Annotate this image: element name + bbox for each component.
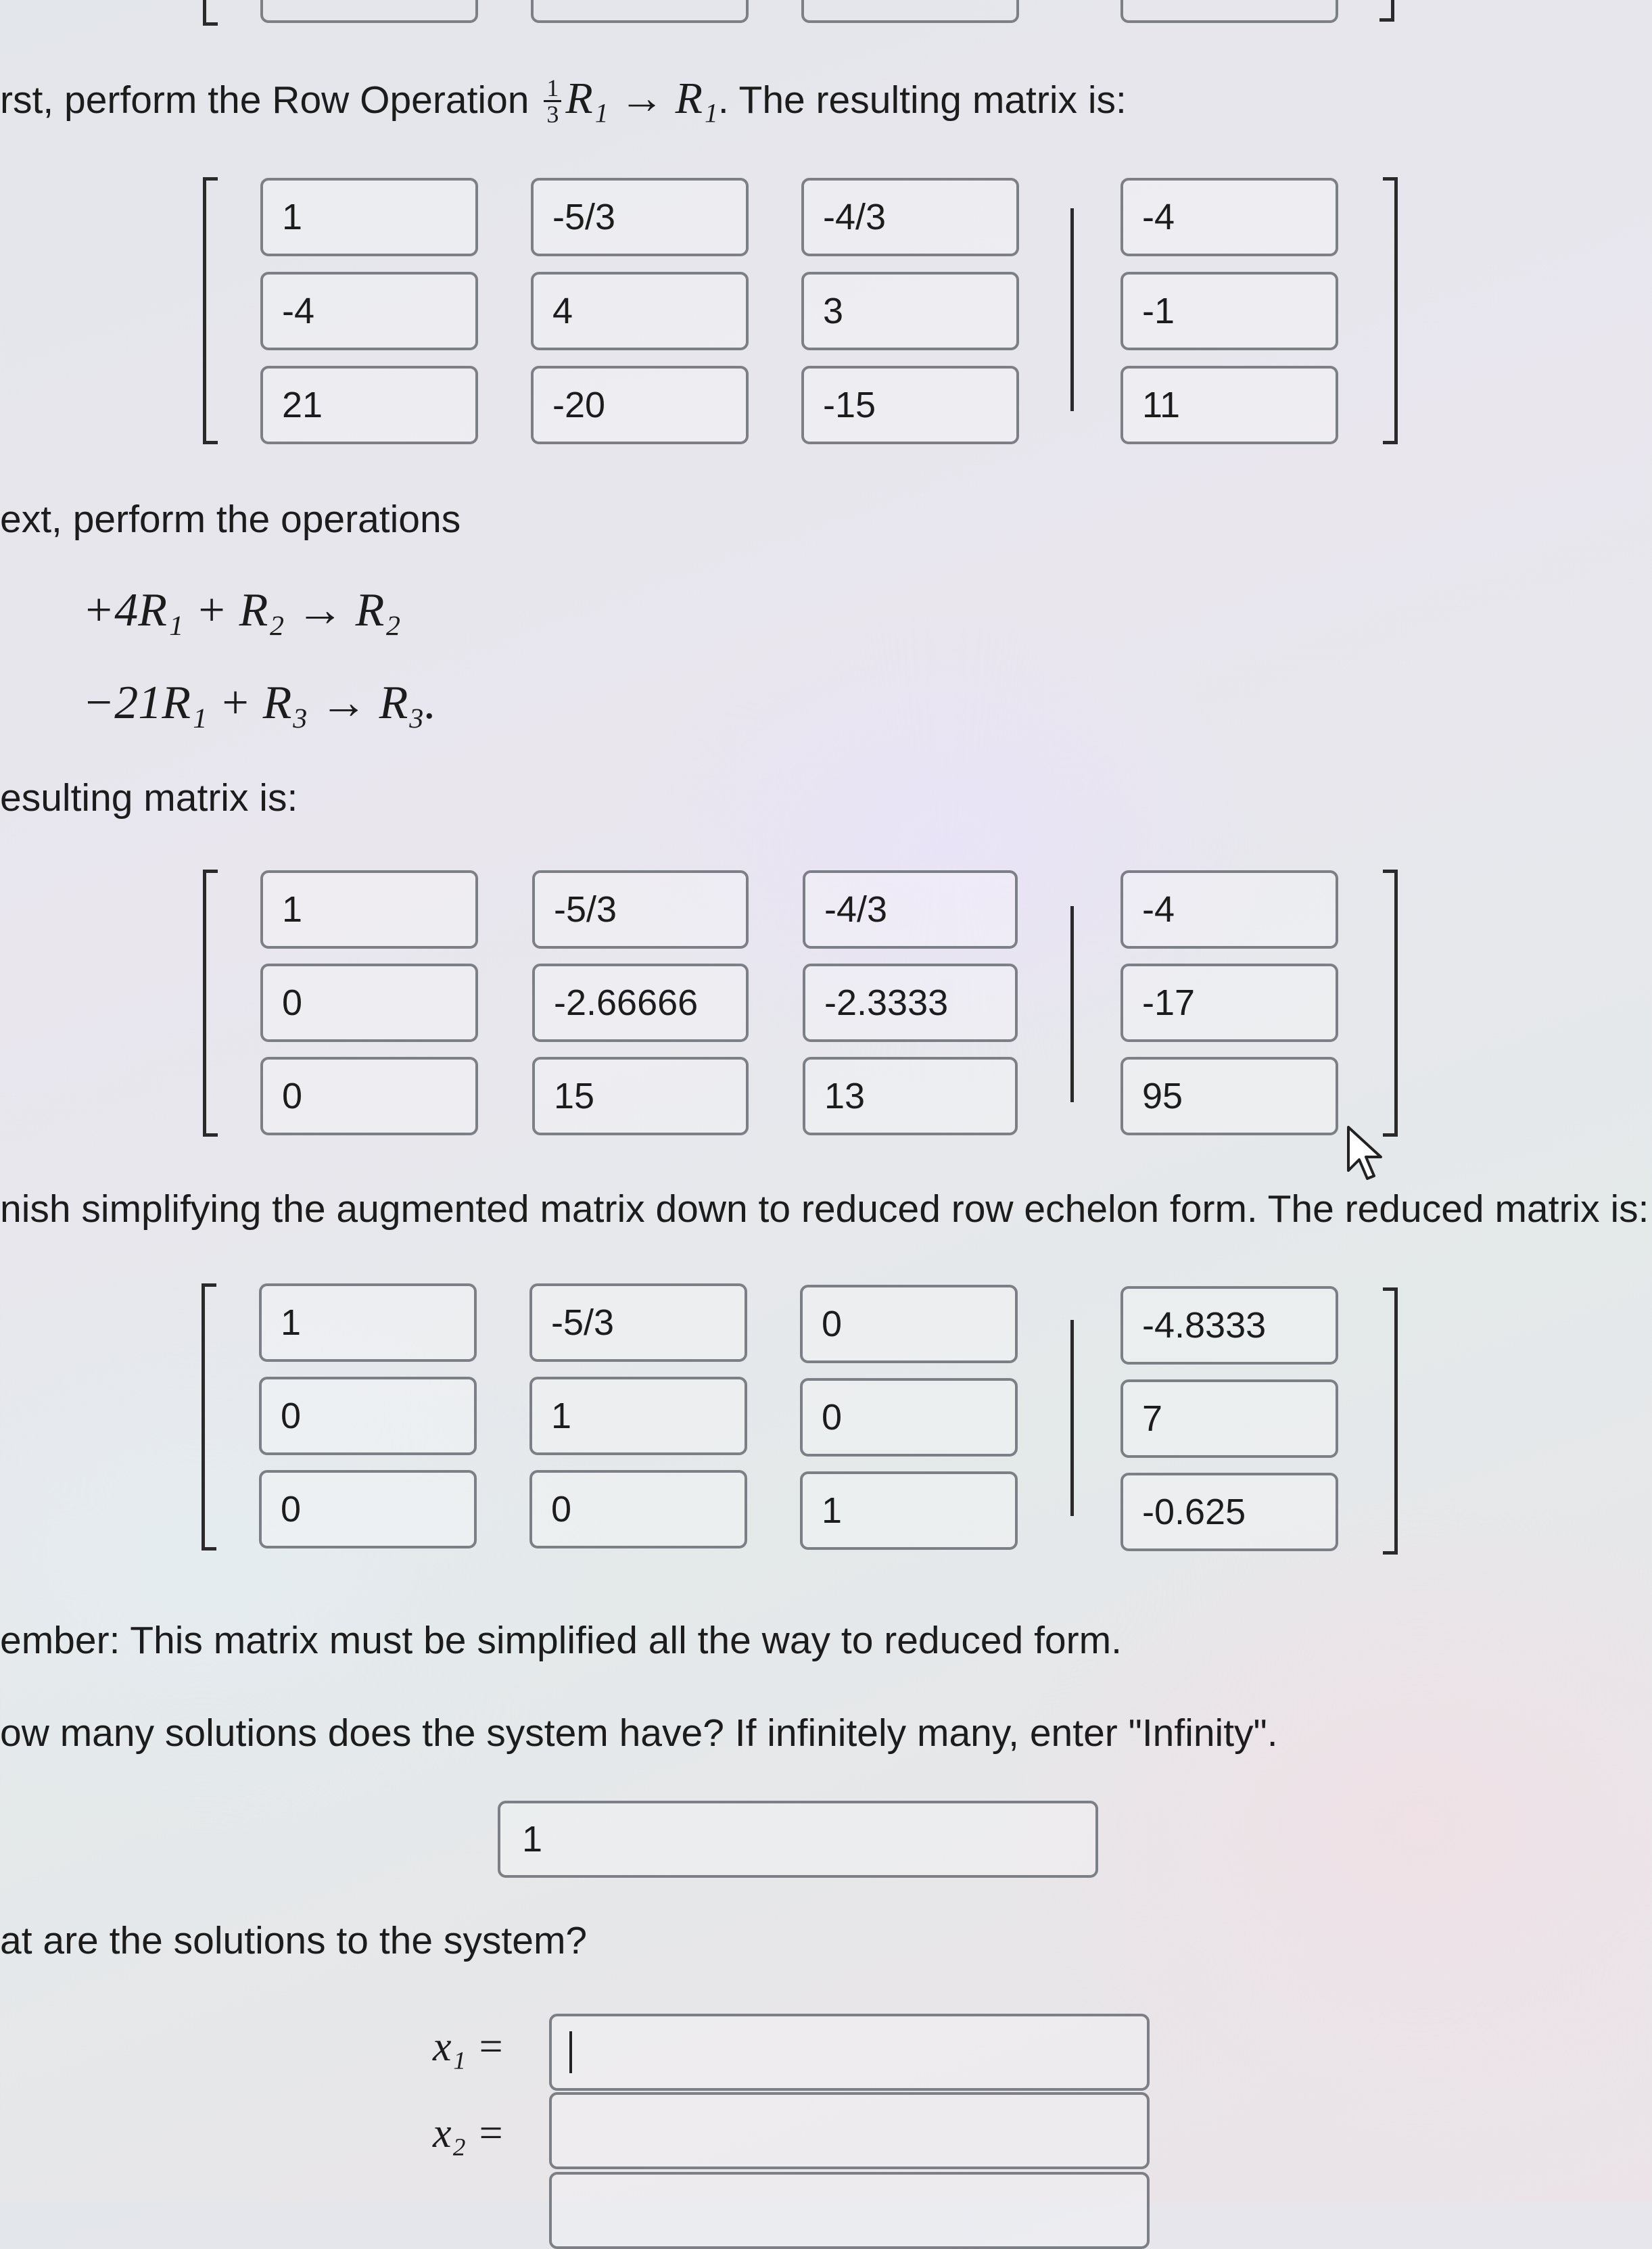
- remember-note: ember: This matrix must be simplified all the way to reduced form.: [0, 1619, 1122, 1662]
- matrix-2-cell-r1c1[interactable]: 1: [260, 870, 478, 949]
- matrix-2-cell-r3c3[interactable]: 13: [803, 1057, 1018, 1135]
- row-operation-2: −21R₁ + R₃ → R₃.: [82, 677, 437, 729]
- matrix-2-augment-divider: [1070, 906, 1074, 1102]
- matrix-3-cell-r1c4[interactable]: -4.8333: [1120, 1286, 1338, 1365]
- matrix-1-bracket-right: [1383, 177, 1398, 444]
- matrix-2-cell-r2c1[interactable]: 0: [260, 964, 478, 1042]
- partial-top-cell[interactable]: [531, 0, 749, 23]
- matrix-2-cell-r3c1[interactable]: 0: [260, 1057, 478, 1135]
- matrix-1-cell-r3c1[interactable]: 21: [260, 366, 478, 444]
- x1-input[interactable]: [549, 2014, 1150, 2091]
- matrix-2-cell-r2c3[interactable]: -2.3333: [803, 964, 1018, 1042]
- matrix-3-cell-r2c3[interactable]: 0: [800, 1378, 1018, 1457]
- matrix-1-cell-r2c1[interactable]: -4: [260, 272, 478, 350]
- solution-count-input[interactable]: [498, 1801, 1098, 1878]
- matrix-2-cell-r1c2[interactable]: -5/3: [532, 870, 749, 949]
- matrix-3-bracket-left: [202, 1283, 216, 1550]
- matrix-1-cell-r1c4[interactable]: -4: [1120, 178, 1338, 256]
- x2-input[interactable]: [549, 2092, 1150, 2169]
- step1-instruction: [0, 76, 1127, 126]
- matrix-2-bracket-right: [1383, 870, 1398, 1137]
- matrix-1-augment-divider: [1070, 208, 1074, 411]
- text-cursor: [569, 2031, 572, 2073]
- matrix-3-cell-r1c2[interactable]: -5/3: [529, 1283, 747, 1362]
- x1-label: x₁ =: [433, 2024, 505, 2070]
- matrix-2-cell-r3c4[interactable]: 95: [1120, 1057, 1338, 1135]
- matrix-3-cell-r2c1[interactable]: 0: [259, 1377, 477, 1455]
- solutions-question: at are the solutions to the system?: [0, 1919, 588, 1962]
- matrix-3-cell-r3c3[interactable]: 1: [800, 1471, 1018, 1550]
- matrix-1-cell-r2c4[interactable]: -1: [1120, 272, 1338, 350]
- row-operation-1: +4R₁ + R₂ → R₂: [82, 584, 401, 636]
- matrix-1-cell-r1c3[interactable]: -4/3: [801, 178, 1019, 256]
- matrix-1-cell-r1c2[interactable]: -5/3: [531, 178, 749, 256]
- matrix-1-cell-r1c1[interactable]: 1: [260, 178, 478, 256]
- step1-text-prefix: rst, perform the Row Operation: [0, 78, 529, 122]
- step2-result-text: esulting matrix is:: [0, 776, 298, 820]
- x2-label: x₂ =: [433, 2110, 505, 2156]
- partial-top-cell[interactable]: [801, 0, 1019, 23]
- partial-top-bracket-right: [1379, 0, 1394, 22]
- matrix-3-cell-r3c4[interactable]: -0.625: [1120, 1473, 1338, 1551]
- matrix-2-cell-r1c3[interactable]: -4/3: [803, 870, 1018, 949]
- step2-instruction: ext, perform the operations: [0, 498, 461, 541]
- mouse-pointer-icon: [1346, 1124, 1389, 1184]
- matrix-3-cell-r1c1[interactable]: 1: [259, 1283, 477, 1362]
- step3-instruction: nish simplifying the augmented matrix down to reduced row echelon form. The reduced matrix is:: [0, 1187, 1649, 1231]
- matrix-1-cell-r2c3[interactable]: 3: [801, 272, 1019, 350]
- matrix-2-cell-r3c2[interactable]: 15: [532, 1057, 749, 1135]
- matrix-3-bracket-right: [1383, 1287, 1398, 1555]
- solution-count-question: ow many solutions does the system have? If infinitely many, enter "Infinity".: [0, 1711, 1278, 1755]
- matrix-2-bracket-left: [203, 870, 218, 1137]
- partial-top-bracket-left: [203, 0, 218, 26]
- matrix-3-cell-r3c2[interactable]: 0: [529, 1470, 747, 1548]
- matrix-3-cell-r3c1[interactable]: 0: [259, 1470, 477, 1548]
- fraction-one-third: $\frac{1}{3}$: [544, 76, 561, 126]
- matrix-1-cell-r3c4[interactable]: 11: [1120, 366, 1338, 444]
- step1-operation: R₁ → R₁: [565, 74, 718, 123]
- matrix-1-cell-r3c3[interactable]: -15: [801, 366, 1019, 444]
- matrix-1-cell-r2c2[interactable]: 4: [531, 272, 749, 350]
- matrix-1-bracket-left: [203, 177, 218, 444]
- matrix-3-cell-r1c3[interactable]: 0: [800, 1285, 1018, 1363]
- matrix-3-augment-divider: [1070, 1320, 1074, 1516]
- matrix-3-cell-r2c4[interactable]: 7: [1120, 1379, 1338, 1458]
- step1-text-suffix: . The resulting matrix is:: [717, 78, 1127, 122]
- matrix-2-cell-r2c2[interactable]: -2.66666: [532, 964, 749, 1042]
- matrix-1-cell-r3c2[interactable]: -20: [531, 366, 749, 444]
- matrix-2-cell-r1c4[interactable]: -4: [1120, 870, 1338, 949]
- solution-count-value: 1: [522, 1819, 543, 1860]
- matrix-3-cell-r2c2[interactable]: 1: [529, 1377, 747, 1455]
- x3-input[interactable]: [549, 2172, 1150, 2249]
- partial-top-cell[interactable]: [260, 0, 478, 23]
- partial-top-cell[interactable]: [1120, 0, 1338, 23]
- matrix-2-cell-r2c4[interactable]: -17: [1120, 964, 1338, 1042]
